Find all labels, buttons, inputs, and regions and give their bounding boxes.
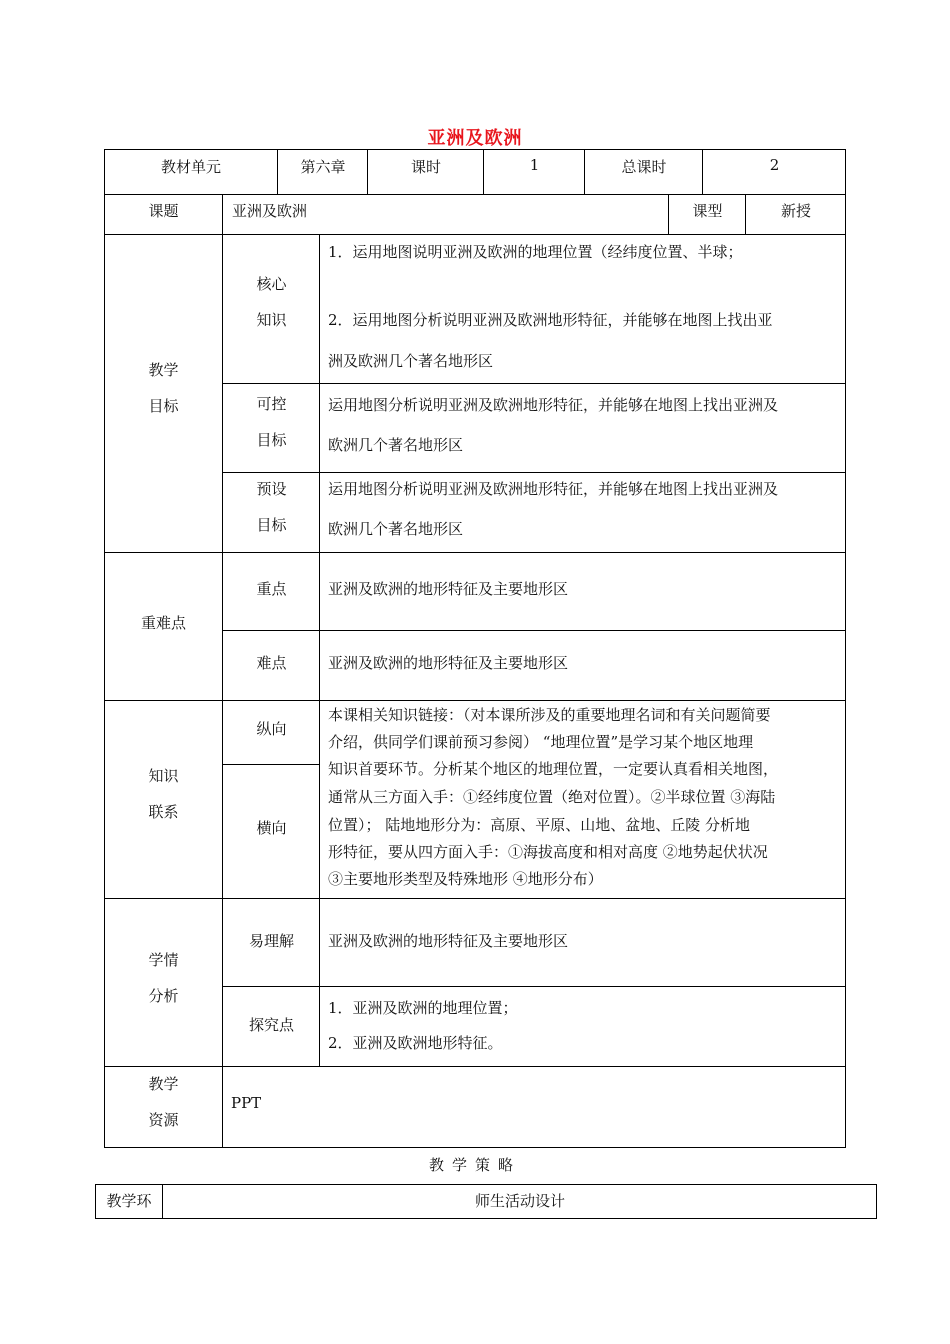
knowledge-line-4: 通常从三方面入手：①经纬度位置（绝对位置）。②半球位置 ③海陆: [328, 788, 776, 806]
learning-analysis-label-line2: 分析: [148, 987, 179, 1005]
controllable-line2: 欧洲几个著名地形区: [328, 436, 464, 454]
horizontal-label: 横向: [256, 819, 287, 837]
preset-label-line2: 目标: [256, 516, 287, 534]
vertical-label: 纵向: [256, 720, 287, 738]
controllable-label-line2: 目标: [256, 431, 287, 449]
controllable-label-line1: 可控: [256, 395, 287, 413]
strategy-title: 教学策略: [428, 1156, 521, 1174]
explore-item-1: 1．亚洲及欧洲的地理位置；: [328, 999, 518, 1017]
preset-label: [223, 471, 320, 543]
preset-line1: 运用地图分析说明亚洲及欧洲地形特征，并能够在地图上找出亚洲及: [328, 480, 779, 498]
knowledge-line-1: 本课相关知识链接：（对本课所涉及的重要地理名词和有关问题简要: [328, 706, 771, 724]
learning-analysis-label: [104, 942, 223, 1014]
easy-label: 易理解: [248, 932, 294, 950]
knowledge-line-6: 形特征，要从四方面入手：①海拔高度和相对高度 ②地势起伏状况: [328, 843, 768, 861]
total-lessons-value: 2: [769, 156, 780, 174]
core-item-2-line1: 2．运用地图分析说明亚洲及欧洲地形特征，并能够在地图上找出亚: [328, 311, 773, 329]
objectives-label: [104, 352, 223, 424]
knowledge-line-5: 位置）； 陆地地形分为：高原、平原、山地、盆地、丘陵 分析地: [328, 816, 751, 834]
resources-label-line1: 教学: [148, 1075, 179, 1093]
knowledge-links-label-line1: 知识: [148, 767, 179, 785]
learning-analysis-label-line1: 学情: [148, 951, 179, 969]
controllable-label: [223, 386, 320, 458]
focus-label: 重点: [256, 580, 287, 598]
strategy-col1-header: 教学环: [106, 1192, 152, 1210]
core-label-line1: 核心: [256, 275, 287, 293]
textbook-unit-value: 第六章: [300, 158, 346, 176]
lesson-value: 1: [529, 156, 540, 174]
preset-line2: 欧洲几个著名地形区: [328, 520, 464, 538]
page-title: 亚洲及欧洲: [427, 128, 523, 149]
knowledge-line-2: 介绍，供同学们课前预习参阅） “地理位置”是学习某个地区地理: [328, 733, 754, 751]
difficulty-label: 难点: [256, 654, 287, 672]
core-item-1: 1．运用地图说明亚洲及欧洲的地理位置（经纬度位置、半球；: [328, 243, 743, 261]
textbook-unit-label: 教材单元: [160, 158, 221, 176]
strategy-col2-header: 师生活动设计: [474, 1192, 565, 1210]
explore-label: 探究点: [248, 1016, 294, 1034]
difficulty-value: 亚洲及欧洲的地形特征及主要地形区: [328, 654, 569, 672]
easy-value: 亚洲及欧洲的地形特征及主要地形区: [328, 932, 569, 950]
lesson-label: 课时: [410, 158, 441, 176]
focus-value: 亚洲及欧洲的地形特征及主要地形区: [328, 580, 569, 598]
key-points-label: 重难点: [140, 614, 186, 632]
explore-item-2: 2．亚洲及欧洲地形特征。: [328, 1034, 503, 1052]
total-lessons-label: 总课时: [621, 158, 667, 176]
resources-label: [104, 1066, 223, 1138]
resources-value: PPT: [231, 1094, 262, 1112]
knowledge-links-label: [104, 758, 223, 830]
knowledge-line-7: ③主要地形类型及特殊地形 ④地形分布）: [328, 870, 603, 888]
knowledge-links-label-line2: 联系: [148, 803, 179, 821]
core-label-line2: 知识: [256, 311, 287, 329]
objectives-label-line2: 目标: [148, 397, 179, 415]
lesson-type-value: 新授: [780, 202, 811, 220]
topic-value: 亚洲及欧洲: [232, 202, 308, 220]
resources-label-line2: 资源: [148, 1111, 179, 1129]
core-knowledge-label: [223, 266, 320, 338]
objectives-label-line1: 教学: [148, 361, 179, 379]
lesson-type-label: 课型: [692, 202, 723, 220]
knowledge-line-3: 知识首要环节。分析某个地区的地理位置，一定要认真看相关地图，: [328, 760, 779, 778]
core-item-2-line2: 洲及欧洲几个著名地形区: [328, 352, 494, 370]
preset-label-line1: 预设: [256, 480, 287, 498]
topic-label: 课题: [148, 202, 179, 220]
controllable-line1: 运用地图分析说明亚洲及欧洲地形特征，并能够在地图上找出亚洲及: [328, 396, 779, 414]
